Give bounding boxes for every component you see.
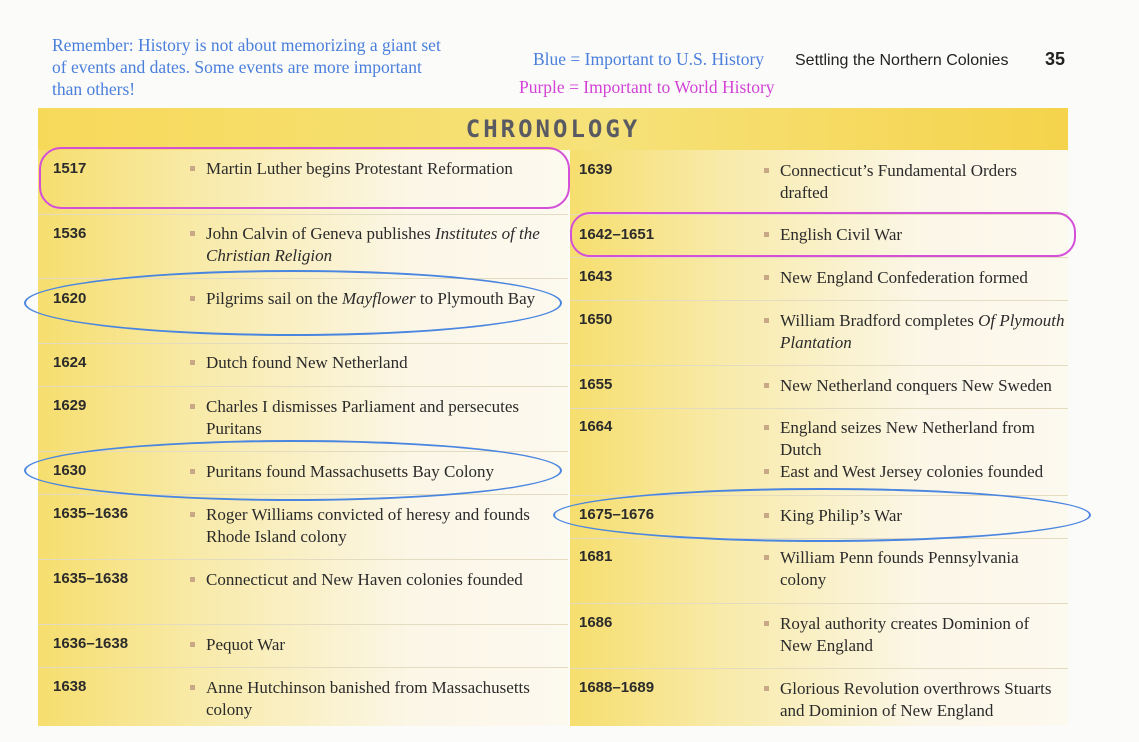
chronology-row [570, 669, 1068, 726]
section-title: Settling the Northern Colonies [795, 52, 1009, 69]
chronology-row [38, 279, 568, 344]
event-text: William Bradford completes Of Plymouth Plantation [780, 310, 1065, 354]
event-text: Roger Williams convicted of heresy and founds Rhode Island colony [206, 504, 566, 548]
chronology-row [38, 150, 568, 215]
event-year: 1675–1676 [579, 506, 655, 523]
chronology-row [570, 496, 1068, 539]
bullet-icon [764, 383, 769, 388]
event-year: 1655 [579, 376, 613, 393]
event-year: 1642–1651 [579, 226, 655, 243]
chronology-row [38, 668, 568, 726]
event-text: Martin Luther begins Protestant Reformation [206, 158, 566, 180]
bullet-icon [764, 232, 769, 237]
event-year: 1629 [53, 397, 87, 414]
bullet-icon [190, 469, 195, 474]
event-year: 1620 [53, 290, 87, 307]
chronology-right-column [570, 150, 1068, 726]
event-year: 1664 [579, 418, 613, 435]
bullet-icon [190, 642, 195, 647]
bullet-icon [190, 512, 195, 517]
chronology-row [38, 560, 568, 625]
bullet-icon [764, 469, 769, 474]
chronology-row [38, 387, 568, 452]
event-text: William Penn founds Pennsylvania colony [780, 547, 1065, 591]
bullet-icon [190, 685, 195, 690]
bullet-icon [764, 275, 769, 280]
bullet-icon [190, 296, 195, 301]
event-year: 1636–1638 [53, 635, 129, 652]
event-text: East and West Jersey colonies founded [780, 461, 1065, 483]
chronology-row [570, 150, 1068, 215]
event-year: 1517 [53, 160, 87, 177]
event-text: Royal authority creates Dominion of New England [780, 613, 1065, 657]
event-text: Pequot War [206, 634, 566, 656]
event-text: England seizes New Netherland from Dutch [780, 417, 1065, 461]
event-text: New Netherland conquers New Sweden [780, 375, 1065, 397]
page-number: 35 [1045, 49, 1066, 69]
event-text: Puritans found Massachusetts Bay Colony [206, 461, 566, 483]
event-year: 1639 [579, 161, 613, 178]
bullet-icon [190, 577, 195, 582]
event-text: Connecticut and New Haven colonies founded [206, 569, 566, 591]
event-year: 1681 [579, 548, 613, 565]
event-year: 1643 [579, 268, 613, 285]
chronology-row [570, 366, 1068, 409]
event-year: 1638 [53, 678, 87, 695]
event-year: 1635–1638 [53, 570, 129, 587]
bullet-icon [764, 425, 769, 430]
bullet-icon [764, 686, 769, 691]
chronology-title: CHRONOLOGY [38, 108, 1068, 150]
chronology-row [38, 452, 568, 495]
bullet-icon [190, 404, 195, 409]
chronology-row [570, 215, 1068, 258]
chronology-box [38, 108, 1068, 726]
legend-blue: Blue = Important to U.S. History [533, 49, 765, 69]
legend-purple: Purple = Important to World History [519, 77, 775, 97]
chronology-row [570, 258, 1068, 301]
bullet-icon [190, 166, 195, 171]
event-text: John Calvin of Geneva publishes Institutes of the Christian Religion [206, 223, 566, 267]
bullet-icon [764, 513, 769, 518]
chronology-row [38, 495, 568, 560]
event-year: 1688–1689 [579, 679, 655, 696]
event-text: English Civil War [780, 224, 1065, 246]
event-text: Dutch found New Netherland [206, 352, 566, 374]
event-text: New England Confederation formed [780, 267, 1065, 289]
bullet-icon [190, 360, 195, 365]
chronology-row [570, 539, 1068, 604]
bullet-icon [764, 168, 769, 173]
bullet-icon [764, 621, 769, 626]
chronology-row [38, 625, 568, 668]
event-year: 1630 [53, 462, 87, 479]
reminder-note: Remember: History is not about memorizing a giant set of events and dates. Some events are more important than others! [52, 35, 441, 99]
event-text: Charles I dismisses Parliament and persecutes Puritans [206, 396, 566, 440]
event-year: 1650 [579, 311, 613, 328]
chronology-row [570, 604, 1068, 669]
event-year: 1686 [579, 614, 613, 631]
event-text: Anne Hutchinson banished from Massachusetts colony [206, 677, 566, 721]
event-text: Pilgrims sail on the Mayflower to Plymouth Bay [206, 288, 566, 310]
event-text: King Philip’s War [780, 505, 1065, 527]
chronology-left-column [38, 150, 568, 726]
event-text: Connecticut’s Fundamental Orders drafted [780, 160, 1065, 204]
chronology-row [570, 409, 1068, 496]
event-year: 1536 [53, 225, 87, 242]
chronology-row [38, 344, 568, 387]
event-year: 1624 [53, 354, 87, 371]
bullet-icon [190, 231, 195, 236]
bullet-icon [764, 555, 769, 560]
bullet-icon [764, 318, 769, 323]
chronology-row [38, 215, 568, 279]
event-text: Glorious Revolution overthrows Stuarts and Dominion of New England [780, 678, 1065, 722]
event-year: 1635–1636 [53, 505, 129, 522]
chronology-row [570, 301, 1068, 366]
